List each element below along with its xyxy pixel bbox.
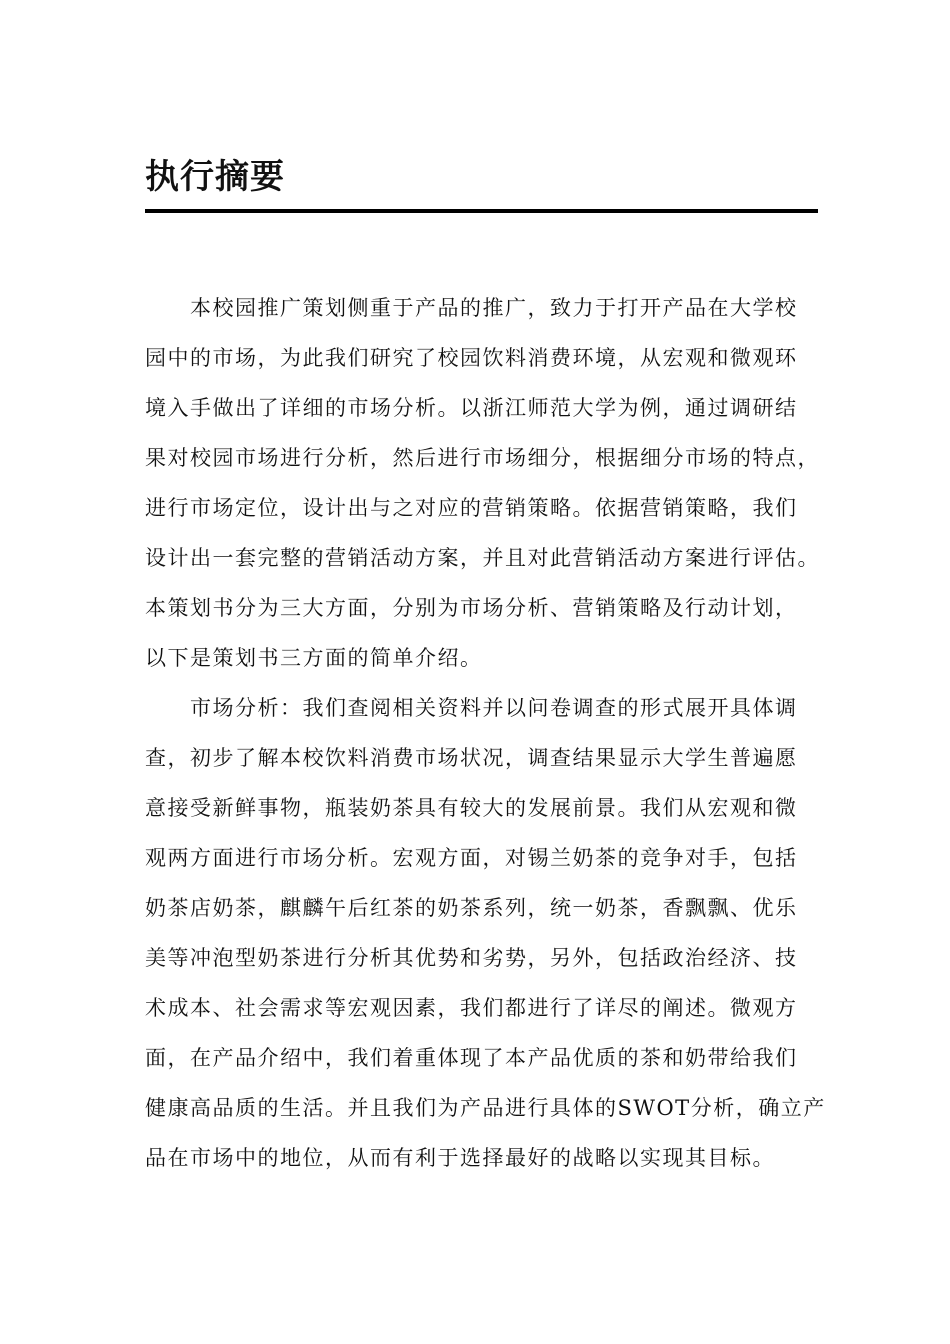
- paragraph-line: 设计出一套完整的营销活动方案，并且对此营销活动方案进行评估。: [145, 546, 820, 570]
- paragraph-line: 以下是策划书三方面的简单介绍。: [145, 646, 483, 670]
- paragraph-line: 美等冲泡型奶茶进行分析其优势和劣势，另外，包括政治经济、技: [145, 946, 798, 970]
- paragraph-line: 术成本、社会需求等宏观因素，我们都进行了详尽的阐述。微观方: [145, 996, 798, 1020]
- paragraph-line: 园中的市场，为此我们研究了校园饮料消费环境，从宏观和微观环: [145, 346, 798, 370]
- paragraph-line: 奶茶店奶茶，麒麟午后红茶的奶茶系列，统一奶茶，香飘飘、优乐: [145, 896, 798, 920]
- paragraph-line: 本校园推广策划侧重于产品的推广，致力于打开产品在大学校: [190, 296, 798, 320]
- paragraph-line: 意接受新鲜事物，瓶装奶茶具有较大的发展前景。我们从宏观和微: [145, 796, 798, 820]
- paragraph-line: 查，初步了解本校饮料消费市场状况，调查结果显示大学生普遍愿: [145, 746, 798, 770]
- paragraph-line: 市场分析：我们查阅相关资料并以问卷调查的形式展开具体调: [190, 696, 798, 720]
- paragraph-line: 境入手做出了详细的市场分析。以浙江师范大学为例，通过调研结: [145, 396, 798, 420]
- paragraph-line: 面，在产品介绍中，我们着重体现了本产品优质的茶和奶带给我们: [145, 1046, 798, 1070]
- paragraph-line: 健康高品质的生活。并且我们为产品进行具体的SWOT分析，确立产: [145, 1096, 826, 1120]
- paragraph-line: 进行市场定位，设计出与之对应的营销策略。依据营销策略，我们: [145, 496, 798, 520]
- title-underline: [145, 209, 818, 213]
- body-text: [145, 283, 826, 1183]
- paragraph-line: 品在市场中的地位，从而有利于选择最好的战略以实现其目标。: [145, 1146, 775, 1170]
- page-title: 执行摘要: [145, 157, 285, 197]
- paragraph-line: 观两方面进行市场分析。宏观方面，对锡兰奶茶的竞争对手，包括: [145, 846, 798, 870]
- paragraph-line: 本策划书分为三大方面，分别为市场分析、营销策略及行动计划，: [145, 596, 798, 620]
- paragraph-line: 果对校园市场进行分析，然后进行市场细分，根据细分市场的特点，: [145, 446, 820, 470]
